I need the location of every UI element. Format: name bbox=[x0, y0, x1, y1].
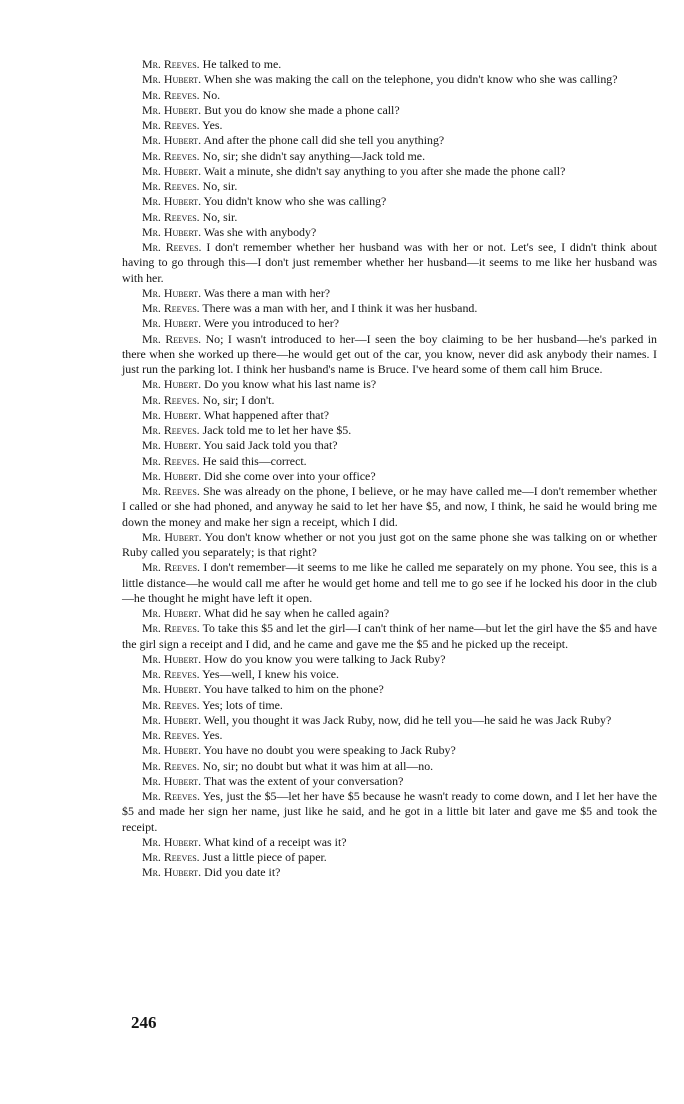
speaker-name: Mr. Reeves. bbox=[142, 850, 200, 864]
speaker-name: Mr. Reeves. bbox=[142, 560, 201, 575]
testimony-line bbox=[122, 560, 657, 606]
speaker-name: Mr. Reeves. bbox=[142, 453, 200, 468]
speaker-name: Mr. Hubert. bbox=[142, 438, 202, 453]
speaker-name: Mr. Hubert. bbox=[142, 529, 202, 544]
line-text: Wait a minute, she didn't say anything to you after she made the phone call? bbox=[201, 163, 566, 178]
line-text: No; I wasn't introduced to her—I seen the boy claiming to be her husband—he's parked in there when she worked up there—he would get out of the car, you know, never did ask anybody their names. I just run the parking lot. I think her husband's name is Bruce. I've heard some of them call him Bruce. bbox=[122, 331, 657, 376]
line-text: When she was making the call on the telephone, you didn't know who she was calling? bbox=[201, 72, 618, 87]
line-text: What happened after that? bbox=[201, 407, 330, 422]
testimony-line bbox=[122, 393, 657, 408]
testimony-line bbox=[122, 103, 657, 118]
speaker-name: Mr. Reeves. bbox=[142, 331, 202, 346]
speaker-name: Mr. Reeves. bbox=[142, 484, 200, 498]
line-text: Did you date it? bbox=[201, 865, 281, 880]
speaker-name: Mr. Reeves. bbox=[142, 87, 200, 102]
testimony-line bbox=[122, 118, 657, 133]
testimony-line bbox=[122, 286, 657, 301]
testimony-line bbox=[122, 57, 657, 72]
testimony-line bbox=[122, 530, 657, 561]
line-text: But you do know she made a phone call? bbox=[201, 102, 400, 117]
line-text: No. bbox=[199, 87, 221, 102]
line-text: No, sir. bbox=[199, 179, 238, 193]
testimony-line bbox=[122, 72, 657, 87]
testimony-line bbox=[122, 469, 657, 484]
line-text: I don't remember whether her husband was with her or not. Let's see, I didn't think about having to go through this—I don't just remember whether her husband—it seems to me like her husband was with her. bbox=[122, 240, 657, 285]
speaker-name: Mr. Reeves. bbox=[142, 758, 200, 773]
testimony-line bbox=[122, 759, 657, 774]
testimony-line bbox=[122, 743, 657, 758]
speaker-name: Mr. Hubert. bbox=[142, 773, 202, 788]
line-text: You don't know whether or not you just got on the same phone she was talking on or whether Ruby called you separately; is that right? bbox=[122, 529, 657, 559]
speaker-name: Mr. Hubert. bbox=[142, 834, 202, 849]
line-text: Well, you thought it was Jack Ruby, now, did he tell you—he said he was Jack Ruby? bbox=[201, 712, 612, 727]
speaker-name: Mr. Hubert. bbox=[142, 133, 202, 148]
speaker-name: Mr. Reeves. bbox=[142, 789, 200, 803]
speaker-name: Mr. Hubert. bbox=[142, 285, 202, 300]
speaker-name: Mr. Reeves. bbox=[142, 148, 200, 163]
testimony-line bbox=[122, 179, 657, 194]
line-text: What kind of a receipt was it? bbox=[201, 834, 347, 849]
speaker-name: Mr. Hubert. bbox=[142, 377, 202, 392]
testimony-line bbox=[122, 240, 657, 286]
speaker-name: Mr. Hubert. bbox=[142, 72, 202, 87]
line-text: Was there a man with her? bbox=[201, 285, 331, 300]
line-text: He said this—correct. bbox=[199, 453, 307, 468]
speaker-name: Mr. Reeves. bbox=[142, 209, 200, 224]
testimony-line bbox=[122, 225, 657, 240]
testimony-line bbox=[122, 164, 657, 179]
line-text: He talked to me. bbox=[199, 57, 282, 71]
speaker-name: Mr. Hubert. bbox=[142, 102, 202, 117]
line-text: How do you know you were talking to Jack Ruby? bbox=[201, 651, 446, 666]
line-text: No, sir; I don't. bbox=[199, 392, 275, 407]
line-text: Yes. bbox=[199, 728, 223, 742]
testimony-line bbox=[122, 713, 657, 728]
testimony-line bbox=[122, 454, 657, 469]
testimony-line bbox=[122, 667, 657, 682]
page-number: 246 bbox=[131, 1013, 157, 1032]
speaker-name: Mr. Hubert. bbox=[142, 163, 202, 178]
line-text: I don't remember—it seems to me like he called me separately on my phone. You see, this is a little distance—he would call me after he would get home and tell me to go see if he locked his door in the club—he thought he might have left it open. bbox=[122, 560, 657, 605]
testimony-text bbox=[122, 57, 657, 881]
speaker-name: Mr. Hubert. bbox=[142, 743, 202, 758]
testimony-line bbox=[122, 728, 657, 743]
line-text: Were you introduced to her? bbox=[201, 316, 339, 331]
testimony-line bbox=[122, 316, 657, 331]
speaker-name: Mr. Hubert. bbox=[142, 712, 202, 727]
testimony-line bbox=[122, 835, 657, 850]
testimony-line bbox=[122, 88, 657, 103]
testimony-line bbox=[122, 774, 657, 789]
line-text: Do you know what his last name is? bbox=[201, 377, 377, 392]
testimony-line bbox=[122, 423, 657, 438]
speaker-name: Mr. Reeves. bbox=[142, 57, 200, 71]
speaker-name: Mr. Hubert. bbox=[142, 194, 202, 209]
testimony-line bbox=[122, 438, 657, 453]
line-text: Did she come over into your office? bbox=[201, 468, 376, 483]
speaker-name: Mr. Hubert. bbox=[142, 651, 202, 666]
testimony-line bbox=[122, 789, 657, 835]
line-text: You have no doubt you were speaking to Jack Ruby? bbox=[201, 743, 456, 758]
line-text: You have talked to him on the phone? bbox=[201, 682, 384, 697]
line-text: Jack told me to let her have $5. bbox=[199, 423, 352, 437]
speaker-name: Mr. Reeves. bbox=[142, 728, 200, 742]
testimony-line bbox=[122, 332, 657, 378]
speaker-name: Mr. Reeves. bbox=[142, 621, 200, 636]
testimony-line bbox=[122, 865, 657, 880]
line-text: Yes—well, I knew his voice. bbox=[199, 667, 340, 681]
line-text: No, sir; no doubt but what it was him at all—no. bbox=[199, 758, 434, 773]
testimony-line bbox=[122, 652, 657, 667]
line-text: There was a man with her, and I think it was her husband. bbox=[199, 301, 478, 315]
speaker-name: Mr. Reeves. bbox=[142, 240, 202, 254]
line-text: Yes. bbox=[199, 118, 223, 132]
testimony-line bbox=[122, 682, 657, 697]
testimony-line bbox=[122, 194, 657, 209]
line-text: What did he say when he called again? bbox=[201, 606, 390, 620]
line-text: Was she with anybody? bbox=[201, 224, 317, 239]
testimony-line bbox=[122, 606, 657, 621]
testimony-line bbox=[122, 210, 657, 225]
line-text: You didn't know who she was calling? bbox=[201, 194, 387, 209]
speaker-name: Mr. Hubert. bbox=[142, 468, 202, 483]
testimony-line bbox=[122, 377, 657, 392]
line-text: To take this $5 and let the girl—I can't think of her name—but let the girl have the $5 and have the girl sign a receipt and I did, and he came and gave me the $5 and he picked up the receipt. bbox=[122, 621, 657, 651]
testimony-line bbox=[122, 698, 657, 713]
line-text: You said Jack told you that? bbox=[201, 438, 338, 453]
speaker-name: Mr. Hubert. bbox=[142, 316, 202, 331]
line-text: Just a little piece of paper. bbox=[199, 850, 327, 864]
line-text: No, sir; she didn't say anything—Jack told me. bbox=[199, 148, 426, 163]
speaker-name: Mr. Reeves. bbox=[142, 392, 200, 407]
speaker-name: Mr. Hubert. bbox=[142, 407, 202, 422]
speaker-name: Mr. Reeves. bbox=[142, 697, 200, 712]
testimony-line bbox=[122, 301, 657, 316]
testimony-line bbox=[122, 484, 657, 530]
line-text: Yes, just the $5—let her have $5 because he wasn't ready to come down, and I let her have the $5 and made her sign her name, just like he said, and he got in a little bit later and gave me $5 and took the receipt. bbox=[122, 789, 657, 834]
speaker-name: Mr. Hubert. bbox=[142, 682, 202, 697]
speaker-name: Mr. Hubert. bbox=[142, 224, 202, 239]
testimony-line bbox=[122, 408, 657, 423]
line-text: She was already on the phone, I believe, or he may have called me—I don't remember whether I called or she had phoned, and anyway he said to let her have $5, and now, I think, he said he would bring me down the money and make her sign a receipt, which I did. bbox=[122, 484, 657, 529]
speaker-name: Mr. Reeves. bbox=[142, 179, 200, 193]
testimony-line bbox=[122, 621, 657, 652]
speaker-name: Mr. Hubert. bbox=[142, 865, 202, 880]
testimony-line bbox=[122, 850, 657, 865]
speaker-name: Mr. Reeves. bbox=[142, 423, 200, 437]
line-text: That was the extent of your conversation? bbox=[201, 773, 404, 788]
testimony-line bbox=[122, 133, 657, 148]
speaker-name: Mr. Reeves. bbox=[142, 667, 200, 681]
speaker-name: Mr. Reeves. bbox=[142, 301, 200, 315]
line-text: No, sir. bbox=[199, 209, 238, 224]
line-text: Yes; lots of time. bbox=[199, 697, 283, 712]
testimony-line bbox=[122, 149, 657, 164]
speaker-name: Mr. Hubert. bbox=[142, 606, 202, 620]
line-text: And after the phone call did she tell you anything? bbox=[201, 133, 445, 148]
speaker-name: Mr. Reeves. bbox=[142, 118, 200, 132]
